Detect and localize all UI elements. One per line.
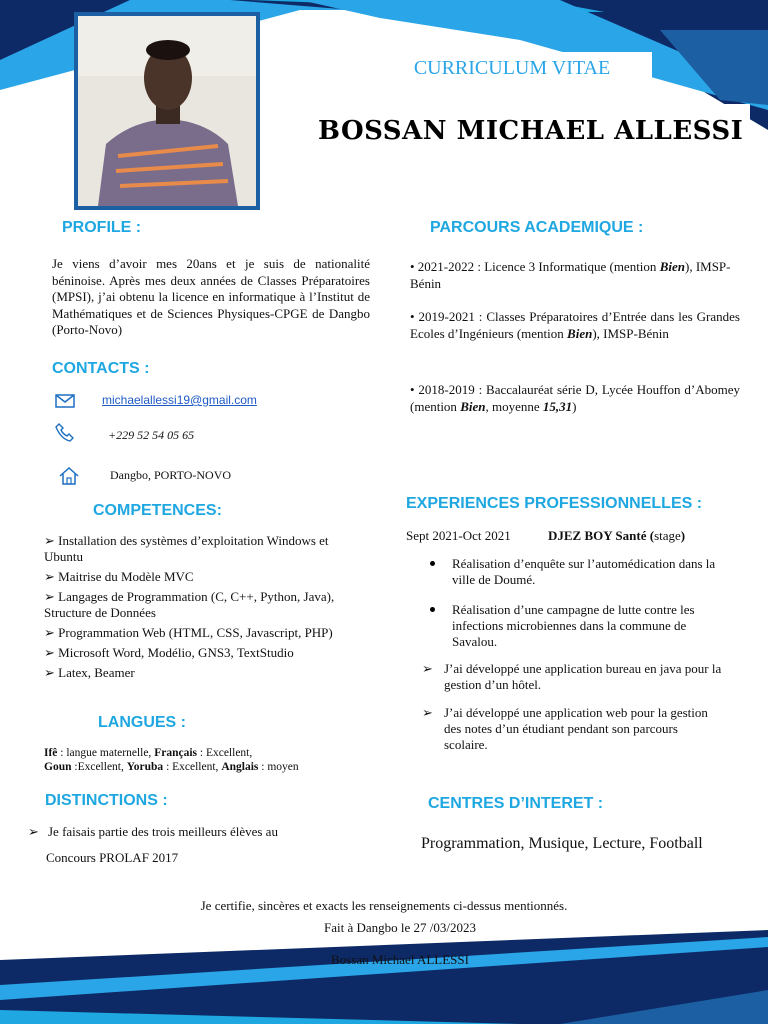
experience-period: Sept 2021-Oct 2021 — [406, 528, 511, 543]
mail-icon — [55, 393, 75, 414]
profile-text: Je viens d’avoir mes 20ans et je suis de nationalité béninoise. Après mes deux années de Classes Préparatoires (MPSI), j’ai obtenu la licence en informatique à l’Institut de Mathématiques et de Sciences Physiques-CPGE de Dangbo (Porto-Novo) — [52, 256, 370, 337]
competences-heading: COMPETENCES: — [93, 502, 222, 519]
contacts-heading: CONTACTS : — [52, 360, 150, 377]
competences-list — [44, 533, 354, 681]
competence-item: ➢ Microsoft Word, Modélio, GNS3, TextStudio — [44, 645, 294, 660]
experience-bullet: Réalisation d’une campagne de lutte contre les infections microbiennes dans la commune de Savalou. — [452, 602, 695, 649]
profile-heading: PROFILE : — [62, 219, 142, 236]
distinction-line-1: Je faisais partie des trois meilleurs élèves au — [48, 824, 278, 839]
experience-arrow-item: J’ai développé une application web pour la gestion des notes d’un étudiant pendant son parcours scolaire. — [444, 705, 708, 752]
arrow-bullet-icon: ➢ — [422, 705, 433, 720]
bullet-dot-icon — [430, 607, 435, 612]
competence-item: ➢ Programmation Web (HTML, CSS, Javascript, PHP) — [44, 625, 333, 640]
interets-heading: CENTRES D’INTERET : — [428, 795, 604, 812]
phone-icon — [55, 422, 75, 447]
arrow-bullet-icon: ➢ — [28, 824, 39, 839]
signature-name: Bossan Michael ALLESSI — [331, 952, 469, 967]
experience-arrow-item: J’ai développé une application bureau en java pour la gestion d’un hôtel. — [444, 661, 722, 692]
interets-text: Programmation, Musique, Lecture, Football — [421, 835, 703, 852]
experience-bullet: Réalisation d’enquête sur l’automédication dans la ville de Doumé. — [452, 556, 716, 587]
place-date: Fait à Dangbo le 27 /03/2023 — [323, 920, 476, 935]
competence-item: ➢ Langages de Programmation (C, C++, Python, Java), Structure de Données — [44, 589, 335, 620]
distinction-line-2: Concours PROLAF 2017 — [46, 850, 179, 865]
full-name: BOSSAN MICHAEL ALLESSI — [318, 116, 744, 146]
arrow-bullet-icon: ➢ — [422, 661, 433, 676]
competence-item: ➢ Latex, Beamer — [44, 665, 135, 680]
certification-text: Je certifie, sincères et exacts les renseignements ci-dessus mentionnés. — [200, 898, 568, 913]
profile-photo-frame — [74, 12, 260, 210]
competence-item: ➢ Maitrise du Modèle MVC — [44, 569, 194, 584]
experiences-heading: EXPERIENCES PROFESSIONNELLES : — [406, 495, 703, 512]
experience-company: DJEZ BOY Santé (stage) — [548, 528, 686, 543]
distinctions-heading: DISTINCTIONS : — [45, 792, 168, 809]
profile-photo — [78, 16, 256, 206]
competence-item: ➢ Installation des systèmes d’exploitation Windows et Ubuntu — [44, 533, 329, 564]
email-link[interactable]: michaelallessi19@gmail.com — [102, 393, 257, 407]
bullet-dot-icon — [430, 561, 435, 566]
langues-heading: LANGUES : — [98, 714, 186, 731]
home-icon — [58, 466, 80, 491]
phone-number: +229 52 54 05 65 — [108, 428, 195, 442]
langues-text: Ifê : langue maternelle, Français : Excellent, Goun :Excellent, Yoruba : Excellent, Anglais : moyen — [44, 747, 299, 773]
address: Dangbo, PORTO-NOVO — [110, 468, 232, 482]
parcours-heading: PARCOURS ACADEMIQUE : — [430, 219, 644, 236]
parcours-item: • 2019-2021 : Classes Préparatoires d’Entrée dans les Grandes Ecoles d’Ingénieurs (mention Bien), IMSP-Bénin — [410, 309, 740, 341]
parcours-item: • 2021-2022 : Licence 3 Informatique (mention Bien), IMSP-Bénin — [410, 259, 731, 291]
parcours-item: • 2018-2019 : Baccalauréat série D, Lycée Houffon d’Abomey (mention Bien, moyenne 15,31) — [410, 382, 740, 414]
cv-title: CURRICULUM VITAE — [372, 52, 652, 88]
